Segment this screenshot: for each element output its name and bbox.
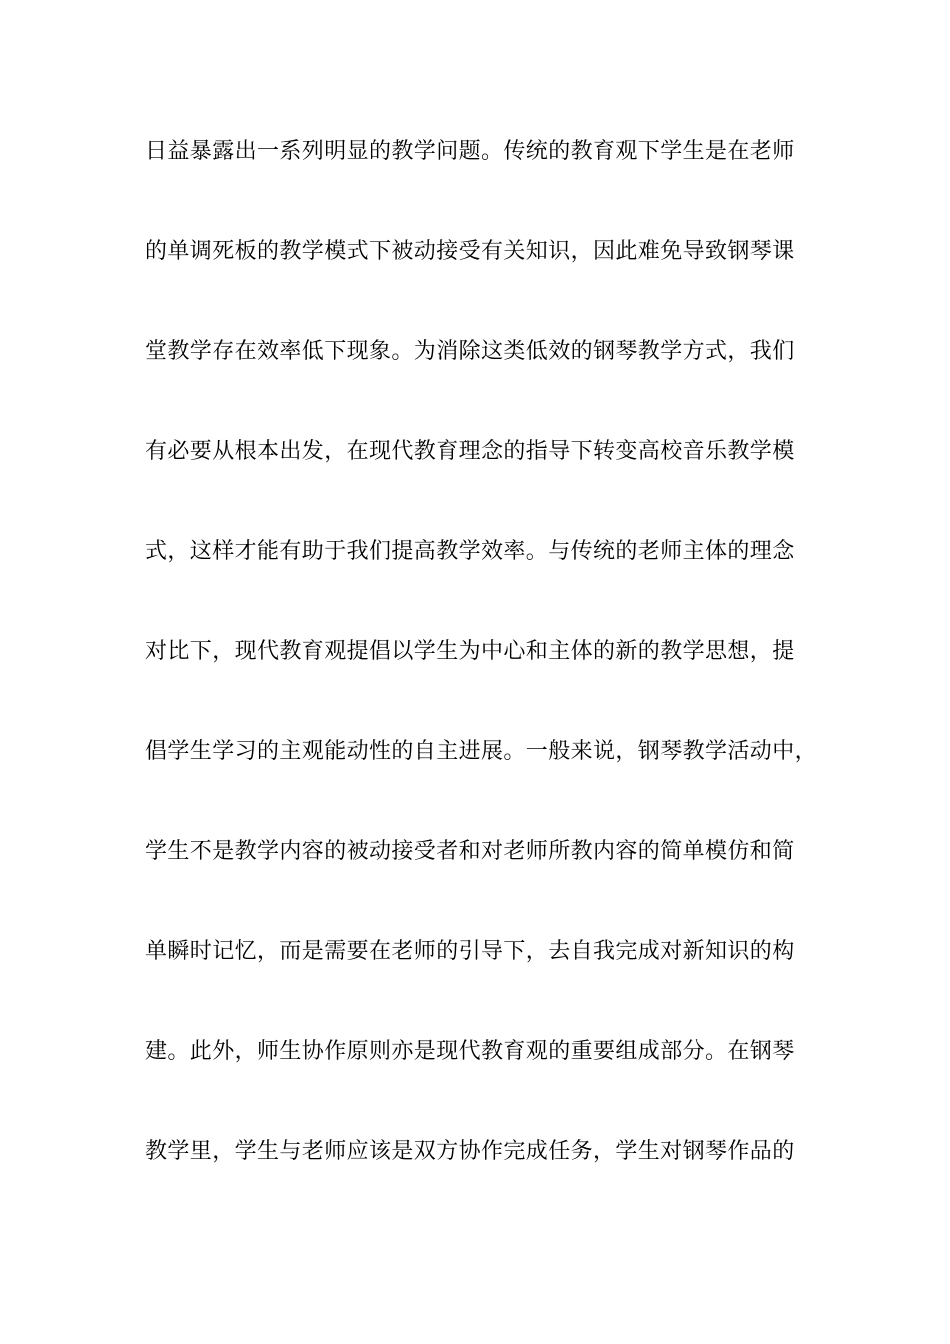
text-line: 堂教学存在效率低下现象。为消除这类低效的钢琴教学方式，我们 — [145, 339, 795, 364]
text-line: 倡学生学习的主观能动性的自主进展。一般来说，钢琴教学活动中， — [145, 739, 818, 764]
text-line: 有必要从根本出发，在现代教育理念的指导下转变高校音乐教学模 — [145, 439, 795, 464]
text-line: 建。此外，师生协作原则亦是现代教育观的重要组成部分。在钢琴 — [145, 1039, 795, 1064]
text-line: 学生不是教学内容的被动接受者和对老师所教内容的简单模仿和简 — [145, 839, 795, 864]
text-line: 日益暴露出一系列明显的教学问题。传统的教育观下学生是在老师 — [145, 139, 795, 164]
text-line: 的单调死板的教学模式下被动接受有关知识，因此难免导致钢琴课 — [145, 239, 795, 264]
body-text — [145, 130, 825, 1230]
text-line: 式，这样才能有助于我们提高教学效率。与传统的老师主体的理念 — [145, 539, 795, 564]
text-line: 对比下，现代教育观提倡以学生为中心和主体的新的教学思想，提 — [145, 639, 795, 664]
text-line: 单瞬时记忆，而是需要在老师的引导下，去自我完成对新知识的构 — [145, 939, 795, 964]
text-line: 教学里，学生与老师应该是双方协作完成任务，学生对钢琴作品的 — [145, 1139, 795, 1164]
